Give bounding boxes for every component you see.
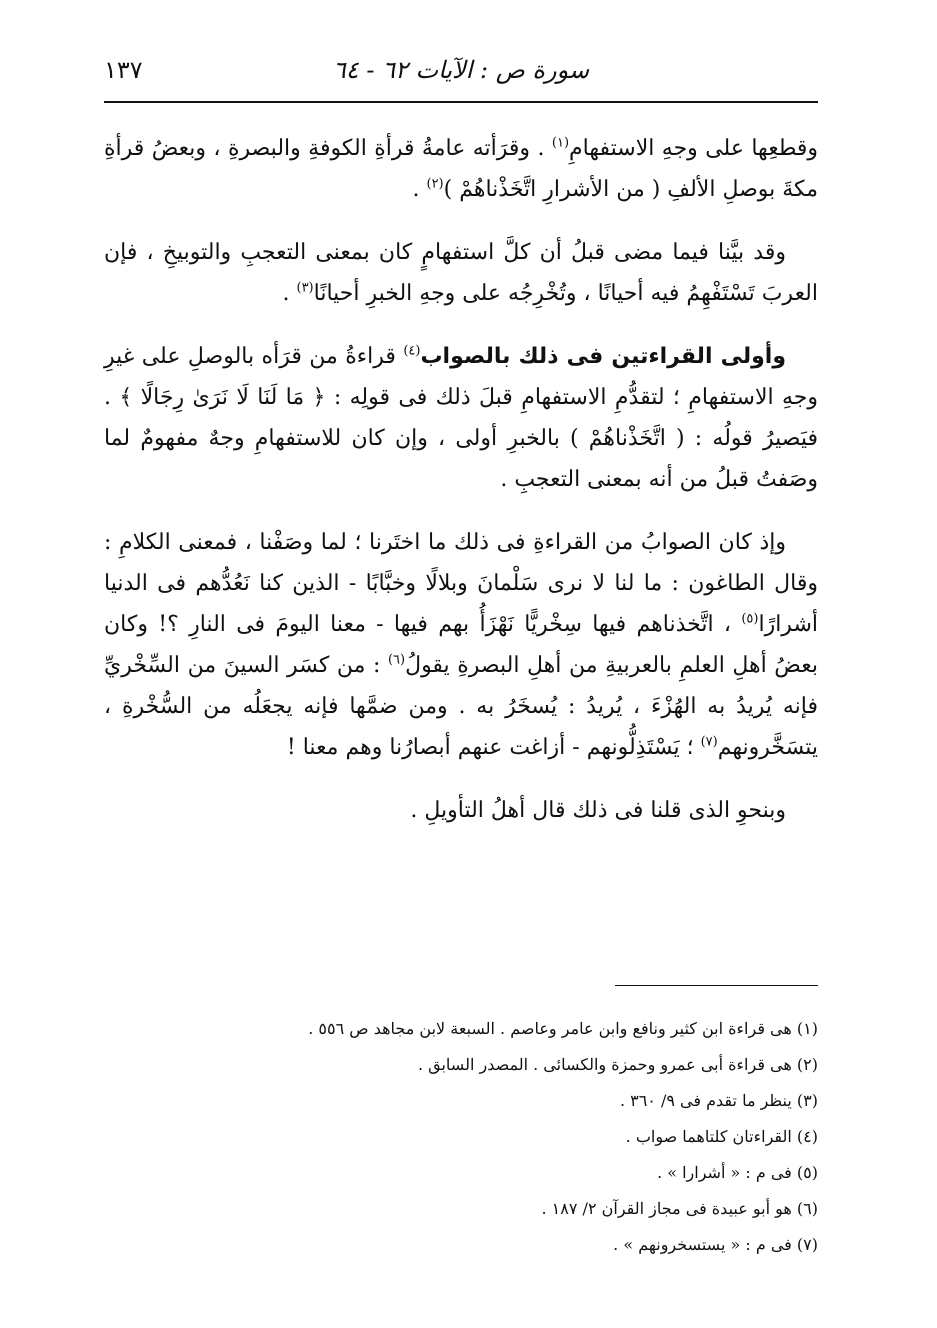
footnote-marker: (٦) [387,652,406,668]
footnote-marker: (٧) [700,734,718,750]
text-segment: قراءةُ من قرَأه بالوصلِ على غيرِ وجهِ الاستفهامِ ؛ لتقدُّمِ الاستفهامِ قبلَ ذلك فى قولِه : ﴿ مَا لَنَا لَا نَرَىٰ رِجَالًا ﴾ . فيَصيرُ قولُه : ( اتَّخَذْناهُمْ ) بالخبرِ أولى ، وإن كان للاستفهامِ وجهٌ مفهومٌ لما وصَفتُ قبلُ من أنه بمعنى التعجبِ . [104,344,818,492]
text-segment: . [282,281,297,306]
footnote-marker: (٣) [296,280,314,296]
header-title: سورة ص : الآيات ٦٢ - ٦٤ [332,56,590,84]
footnote-3: (٣) ينظر ما تقدم فى ٩/ ٣٦٠ . [619,1091,818,1110]
footnote-2: (٢) هى قراءة أبى عمرو وحمزة والكسائى . المصدر السابق . [417,1055,818,1074]
text-segment: ، اتَّخذناهم فيها سِخْريًّا نَهْزَأُ بهم فيها - معنا اليومَ فى النارِ ؟! وكان بعضُ أهلِ العلمِ بالعربيةِ من أهلِ البصرةِ يقولُ [104,612,818,678]
page-number: ١٣٧ [104,56,143,84]
paragraph [104,522,818,768]
paragraph [104,128,818,210]
body-text [104,128,818,853]
header-rule [104,101,818,103]
footnote-6: (٦) هو أبو عبيدة فى مجاز القرآن ٢/ ١٨٧ . [541,1199,818,1218]
running-header [104,48,818,96]
paragraph [104,790,818,831]
text-segment: وقد بيَّنا فيما مضى قبلُ أن كلَّ استفهامٍ كان بمعنى التعجبِ والتوبيخِ ، فإن العربَ تَسْتَفْهِمُ فيه أحيانًا ، وتُخْرِجُه على وجهِ الخبرِ أحيانًا [104,240,818,306]
text-segment: . وقرَأته عامةُ قرأةِ الكوفةِ والبصرةِ ، وبعضُ قرأةِ مكةَ بوصلِ الألفِ ( من الأشرارِ اتَّخَذْناهُمْ ) [104,136,818,202]
paragraph [104,336,818,500]
footnote-1: (١) هى قراءة ابن كثير ونافع وابن عامر وعاصم . السبعة لابن مجاهد ص ٥٥٦ . [308,1019,818,1038]
footnote-7: (٧) فى م : « يستسخرونهم » . [613,1235,818,1254]
text-segment: : من كسَر السينَ من السِّخْريِّ فإنه يُريدُ به الهُزْءَ ، يُريدُ : يُسخَرُ به . ومن ضمَّها فإنه يجعَلُه من السُّخْرةِ ، يتسَخَّرونهم [104,653,818,760]
footnote-marker: (٤) [403,343,421,359]
text-segment: . [412,177,427,202]
footnote-marker: (٥) [741,611,759,627]
footnote-4: (٤) القراءتان كلتاهما صواب . [625,1127,818,1146]
footnote-marker: (٢) [426,176,444,192]
text-segment: ؛ يَسْتَذِلُّونهم - أزاغت عنهم أبصارُنا وهم معنا ! [286,735,701,760]
text-segment: وقطعِها على وجهِ الاستفهامِ [569,136,818,161]
text-segment: وبنحوِ الذى قلنا فى ذلك قال أهلُ التأويلِ . [410,798,786,823]
paragraph [104,232,818,314]
footnotes [104,1012,818,1264]
bold-heading-phrase: وأولى القراءتين فى ذلك بالصواب [420,344,786,369]
footnote-5: (٥) فى م : « أشرارا » . [657,1163,818,1182]
text-segment: وإذ كان الصوابُ من القراءةِ فى ذلك ما اختَرنا ؛ لما وصَفْنا ، فمعنى الكلامِ : وقال الطاغون : ما لنا لا نرى سَلْمانَ وبلالًا وخبَّابًا - الذين كنا نَعُدُّهم فى الدنيا أشرارًا [104,530,818,637]
footnote-separator [615,985,818,986]
footnote-marker: (١) [551,135,570,151]
